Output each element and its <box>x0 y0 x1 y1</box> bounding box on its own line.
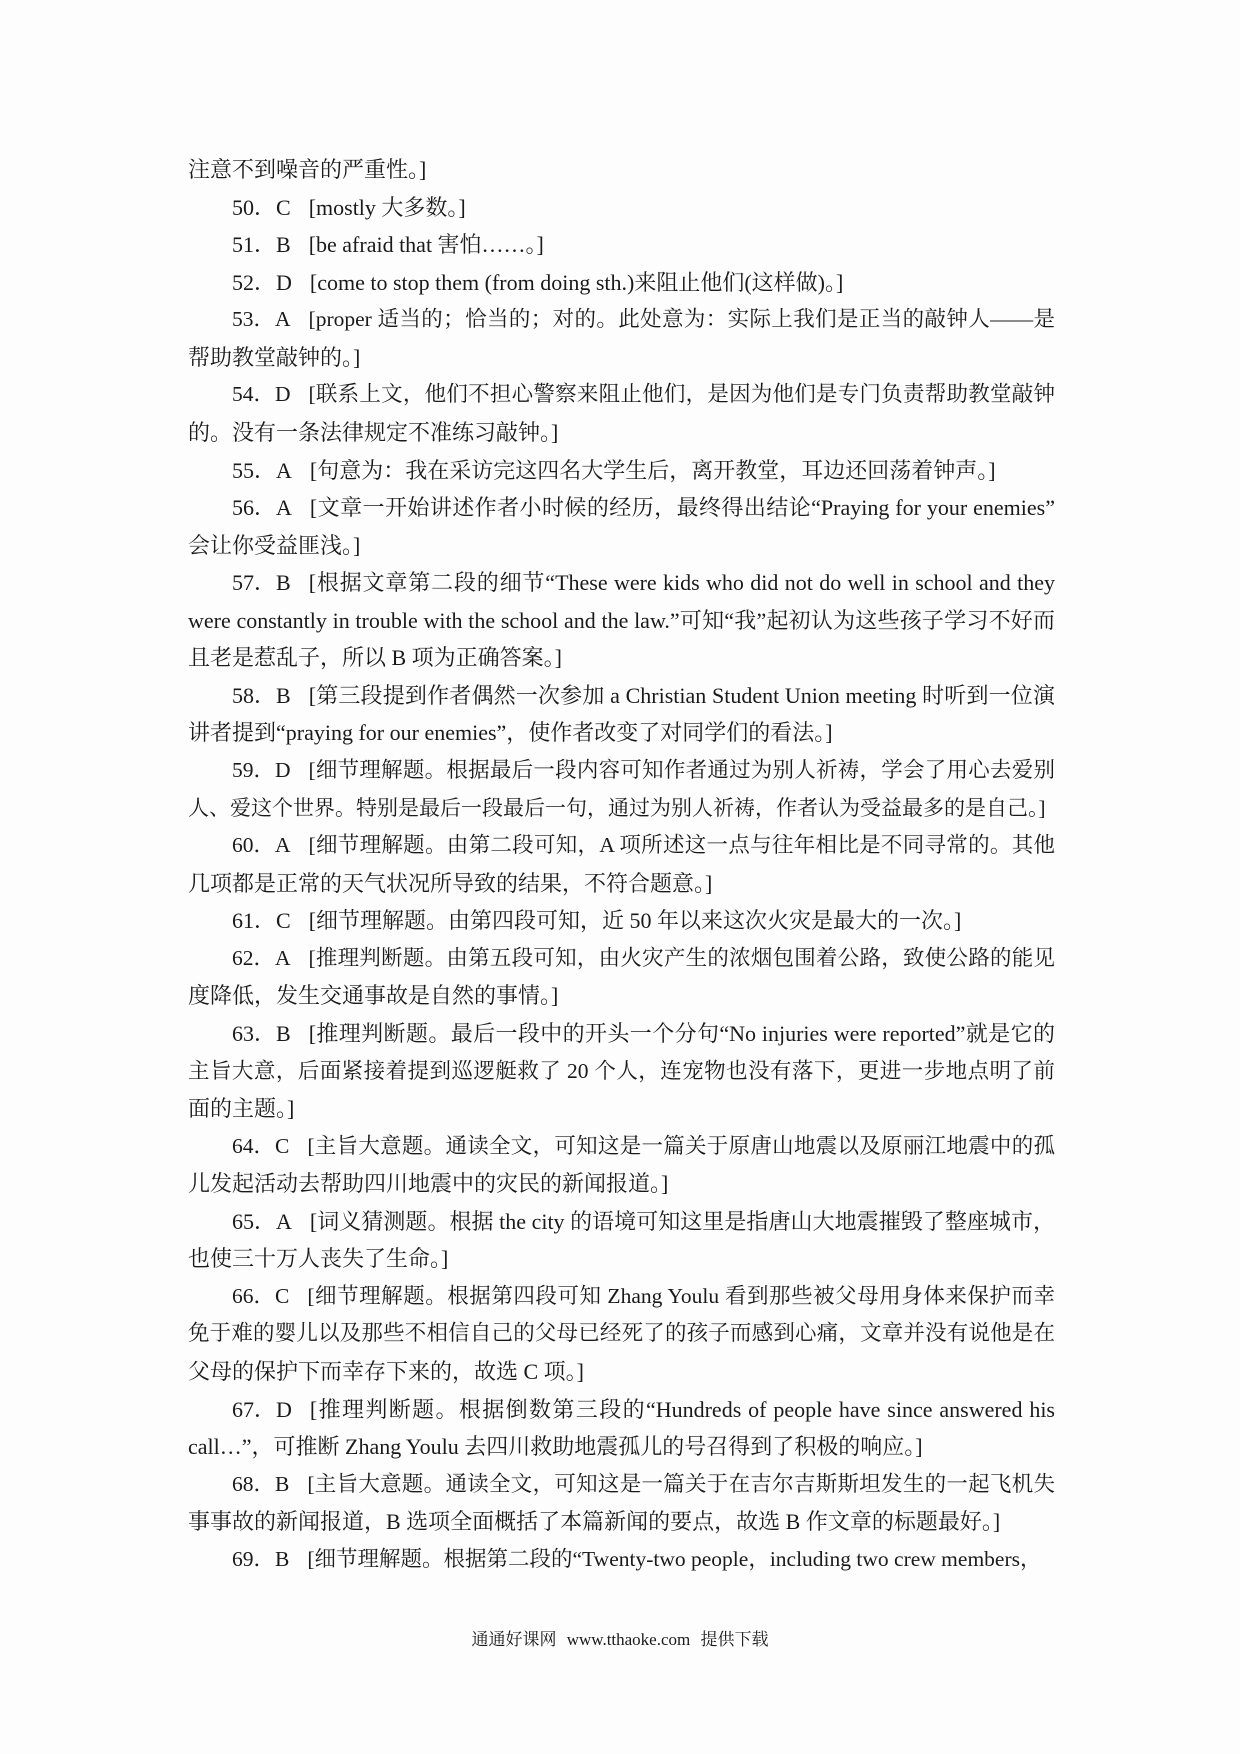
explanation-line <box>188 865 1055 903</box>
explanation-text: were constantly in trouble with the school and the law.”可知“我”起初认为这些孩子学习不好而 <box>188 607 1055 633</box>
explanation-text: 主旨大意，后面紧接着提到巡逻艇救了 20 个人，连宠物也没有落下，更进一步地点明了前 <box>188 1058 1055 1083</box>
explanation-line <box>188 189 1055 227</box>
answer-item <box>188 902 1055 940</box>
explanation-text: 的。没有一条法律规定不准练习敲钟。] <box>188 419 559 445</box>
answer-item <box>188 1391 1055 1466</box>
answer-item <box>188 827 1055 902</box>
explanation-text: [根据文章第二段的细节“These were kids who did not do well in school and they <box>308 570 1055 596</box>
explanation-text: 父母的保护下而幸存下来的，故选 C 项。] <box>188 1359 585 1384</box>
explanation-line <box>188 1466 1055 1504</box>
explanation-text: [主旨大意题。通读全文，可知这是一篇关于在吉尔吉斯斯坦发生的一起飞机失 <box>307 1471 1055 1496</box>
explanation-line <box>188 1090 1055 1128</box>
explanation-line <box>188 752 1055 790</box>
explanation-line <box>188 977 1055 1015</box>
explanation-text: [细节理解题。根据最后一段内容可知作者通过为别人祈祷，学会了用心去爱别 <box>308 758 1055 782</box>
answer-item <box>188 1541 1055 1579</box>
answer-item <box>188 264 1055 302</box>
explanation-text: [推理判断题。根据倒数第三段的“Hundreds of people have since answered his <box>309 1396 1055 1422</box>
answer-label: 65．A <box>232 1208 292 1234</box>
explanation-text: [细节理解题。根据第二段的“Twenty-two people，including two crew members， <box>307 1546 1042 1571</box>
explanation-text: [be afraid that 害怕……。] <box>308 232 544 258</box>
explanation-line <box>188 1165 1055 1203</box>
explanation-text: [主旨大意题。通读全文，可知这是一篇关于原唐山地震以及原丽江地震中的孤 <box>307 1133 1055 1158</box>
answer-label: 60．A <box>232 833 291 858</box>
answer-item <box>188 752 1055 827</box>
explanation-line <box>188 714 1055 752</box>
answer-label: 69．B <box>232 1546 290 1571</box>
answer-label: 67．D <box>232 1396 292 1422</box>
answer-list <box>188 151 1055 1578</box>
answer-label: 64．C <box>232 1133 290 1158</box>
explanation-text: 会让你受益匪浅。] <box>188 532 361 558</box>
explanation-text: 面的主题。] <box>188 1096 295 1122</box>
explanation-line <box>188 1053 1055 1091</box>
explanation-line <box>188 264 1055 302</box>
explanation-line <box>188 1428 1055 1466</box>
answer-label: 53．A <box>232 307 291 332</box>
explanation-line <box>188 790 1055 828</box>
answer-item <box>188 1015 1055 1128</box>
explanation-text: [细节理解题。由第二段可知，A 项所述这一点与往年相比是不同寻常的。其他 <box>308 833 1055 858</box>
explanation-text: [细节理解题。由第四段可知，近 50 年以来这次火灾是最大的一次。] <box>308 908 962 934</box>
answer-item <box>188 376 1055 451</box>
explanation-text: [联系上文，他们不担心警察来阻止他们，是因为他们是专门负责帮助教堂敲钟 <box>308 382 1055 407</box>
explanation-line <box>188 376 1055 414</box>
answer-item <box>188 489 1055 564</box>
answer-item <box>188 1128 1055 1203</box>
answer-label: 63．B <box>232 1020 291 1046</box>
explanation-text: 免于难的婴儿以及那些不相信自己的父母已经死了的孩子而感到心痛，文章并没有说他是在 <box>188 1321 1055 1346</box>
explanation-text: [细节理解题。根据第四段可知 Zhang Youlu 看到那些被父母用身体来保护而幸 <box>307 1283 1055 1308</box>
explanation-line <box>188 902 1055 940</box>
explanation-line <box>188 827 1055 865</box>
answer-label: 50．C <box>232 194 291 220</box>
explanation-text: 几项都是正常的天气状况所导致的结果，不符合题意。] <box>188 870 713 896</box>
answer-label: 55．A <box>232 457 292 483</box>
explanation-line <box>188 1353 1055 1391</box>
explanation-line <box>188 1391 1055 1429</box>
answer-item <box>188 1466 1055 1541</box>
explanation-text: 人、爱这个世界。特别是最后一段最后一句，通过为别人祈祷，作者认为受益最多的是自己。] <box>188 795 1046 820</box>
answer-item <box>188 301 1055 376</box>
explanation-line <box>188 564 1055 602</box>
answer-item <box>188 1278 1055 1391</box>
explanation-line <box>188 151 1055 189</box>
explanation-line <box>188 1541 1055 1579</box>
answer-label: 59．D <box>232 758 291 782</box>
explanation-text: 帮助教堂敲钟的。] <box>188 344 361 370</box>
explanation-line <box>188 602 1055 640</box>
answer-item <box>188 564 1055 677</box>
explanation-text: 儿发起活动去帮助四川地震中的灾民的新闻报道。] <box>188 1171 669 1197</box>
answer-item <box>188 452 1055 490</box>
explanation-text: [come to stop them (from doing sth.)来阻止他们(这样做)。] <box>309 269 844 295</box>
explanation-line <box>188 1315 1055 1353</box>
answer-item <box>188 226 1055 264</box>
explanation-text: [词义猜测题。根据 the city 的语境可知这里是指唐山大地震摧毁了整座城市， <box>309 1208 1055 1234</box>
explanation-text: 注意不到噪音的严重性。] <box>188 157 427 182</box>
explanation-text: 讲者提到“praying for our enemies”，使作者改变了对同学们的看法。] <box>188 720 833 746</box>
answer-item <box>188 151 1055 189</box>
explanation-text: [第三段提到作者偶然一次参加 a Christian Student Union meeting 时听到一位演 <box>308 682 1055 708</box>
answer-item <box>188 189 1055 227</box>
explanation-line <box>188 1503 1055 1541</box>
explanation-line <box>188 940 1055 978</box>
explanation-text: 度降低，发生交通事故是自然的事情。] <box>188 983 559 1009</box>
explanation-text: [文章一开始讲述作者小时候的经历，最终得出结论“Praying for your enemies” <box>309 495 1055 521</box>
answer-item <box>188 677 1055 752</box>
explanation-line <box>188 301 1055 339</box>
explanation-text: [句意为：我在采访完这四名大学生后，离开教堂，耳边还回荡着钟声。] <box>309 457 996 483</box>
answer-label: 54．D <box>232 382 291 407</box>
explanation-text: 事事故的新闻报道，B 选项全面概括了本篇新闻的要点，故选 B 作文章的标题最好。] <box>188 1509 1001 1535</box>
explanation-line <box>188 639 1055 677</box>
explanation-line <box>188 1278 1055 1316</box>
answer-item <box>188 1203 1055 1278</box>
answer-item <box>188 940 1055 1015</box>
explanation-text: call…”，可推断 Zhang Youlu 去四川救助地震孤儿的号召得到了积极的响应。] <box>188 1434 923 1460</box>
explanation-line <box>188 489 1055 527</box>
explanation-line <box>188 1015 1055 1053</box>
explanation-line <box>188 527 1055 565</box>
explanation-line <box>188 226 1055 264</box>
answer-label: 61．C <box>232 908 291 934</box>
explanation-line <box>188 1240 1055 1278</box>
explanation-line <box>188 1203 1055 1241</box>
answer-label: 58．B <box>232 682 291 708</box>
explanation-line <box>188 1128 1055 1166</box>
answer-label: 51．B <box>232 232 291 258</box>
answer-label: 68．B <box>232 1471 290 1496</box>
explanation-line <box>188 452 1055 490</box>
explanation-line <box>188 414 1055 452</box>
footer-credit: 通通好课网 www.tthaoke.com 提供下载 <box>471 1630 769 1649</box>
answer-label: 52．D <box>232 269 292 295</box>
explanation-line <box>188 677 1055 715</box>
explanation-text: 且老是惹乱子，所以 B 项为正确答案。] <box>188 645 563 671</box>
explanation-text: [推理判断题。由第五段可知，由火灾产生的浓烟包围着公路，致使公路的能见 <box>308 945 1055 970</box>
explanation-text: [mostly 大多数。] <box>308 194 466 220</box>
explanation-text: [proper 适当的；恰当的；对的。此处意为：实际上我们是正当的敲钟人——是 <box>308 307 1055 332</box>
explanation-text: 也使三十万人丧失了生命。] <box>188 1246 449 1272</box>
explanation-text: [推理判断题。最后一段中的开头一个分句“No injuries were reported”就是它的 <box>308 1020 1055 1046</box>
answer-label: 66．C <box>232 1283 290 1308</box>
answer-label: 62．A <box>232 945 291 970</box>
answer-label: 56．A <box>232 495 292 521</box>
answer-label: 57．B <box>232 570 291 596</box>
explanation-line <box>188 339 1055 377</box>
